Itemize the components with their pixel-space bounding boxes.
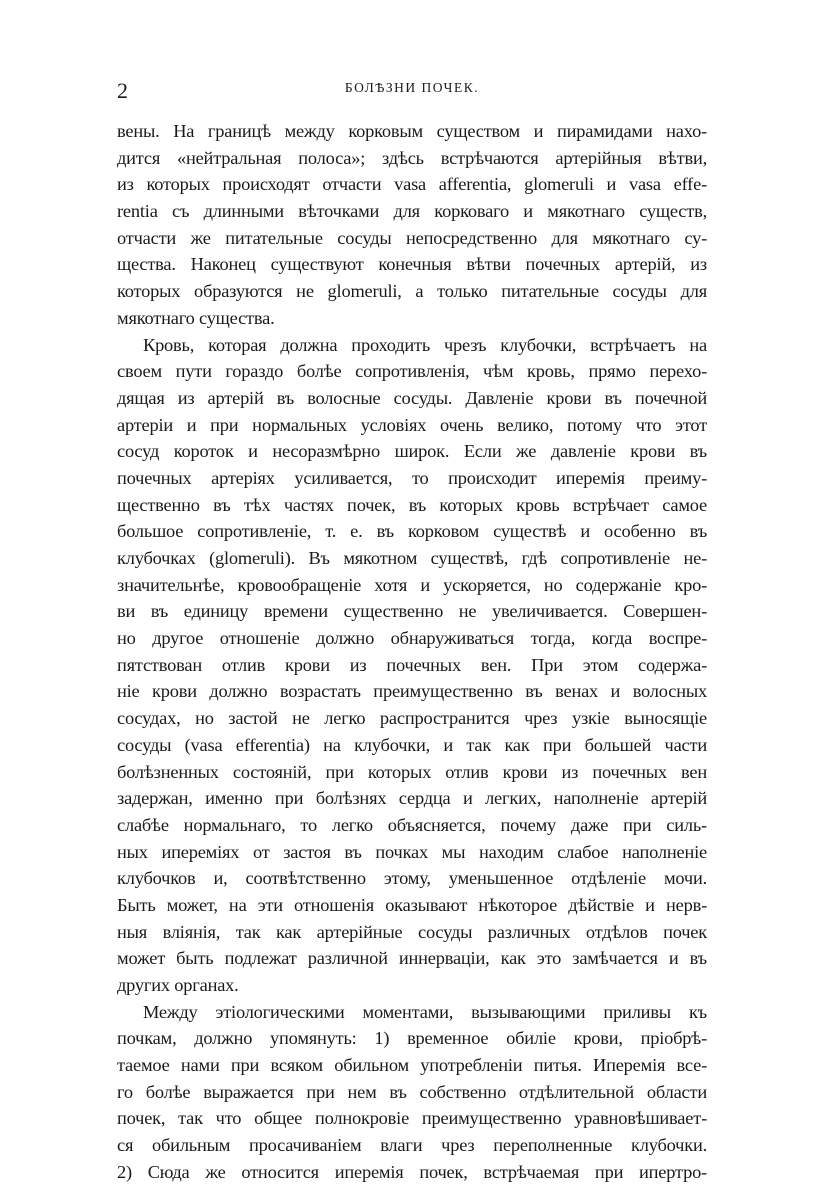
text-line: своем пути гораздо болѣе сопротивленія, чѣм кровь, прямо перехо- [117,361,707,382]
text-line: дящая из артерій въ волосные сосуды. Давленіе крови въ почечной [117,387,707,408]
body-text [117,118,707,1186]
page-number: 2 [117,78,128,103]
text-line: ви въ единицу времени существенно не увеличивается. Совершен- [117,601,707,622]
text-line: почкам, должно упомянуть: 1) временное обиліе крови, пріобрѣ- [117,1028,707,1049]
text-line: других органах. [117,975,239,995]
text-line: которых образуются не glomeruli, а только питательные сосуды для [117,281,707,302]
text-line: может быть подлежат различной иннерваціи, как это замѣчается и въ [117,948,707,969]
text-line: ся обильным просачиваніем влаги чрез переполненные клубочки. [117,1135,707,1156]
text-line: мякотнаго существа. [117,307,275,328]
text-line: ніе крови должно возрастать преимущественно въ венах и волосных [117,681,707,702]
running-title: БОЛѢЗНИ ПОЧЕК. [344,80,480,95]
text-line: сосуды (vasa efferentia) на клубочки, и так как при большей части [117,734,707,755]
text-line: Быть может, на эти отношенія оказывают нѣкоторое дѣйствіе и нерв- [117,894,707,915]
text-line: сосудах, но застой не легко распространится чрез узкіе выносящіе [117,708,707,729]
text-line: таемое нами при всяком обильном употребленіи питья. Иперемія все- [117,1055,707,1076]
text-line: ныя вліянія, так как артерійные сосуды различных отдѣлов почек [117,921,707,942]
text-line: отчасти же питательные сосуды непосредственно для мякотнаго су- [117,227,707,248]
text-line: из которых происходят отчасти vasa afferentia, glomeruli и vasa effe- [117,174,707,195]
text-line: задержан, именно при болѣзнях сердца и легких, наполненіе артерій [117,788,707,809]
text-line: вены. На границѣ между корковым существом и пирамидами нахо- [117,121,707,141]
text-line: ных ипереміях от застоя въ почках мы находим слабое наполненіе [117,841,707,862]
text-line: но другое отношеніе должно обнаруживаться тогда, когда воспре- [117,628,707,649]
text-line: большое сопротивленіе, т. е. въ корковом существѣ и особенно въ [117,521,707,542]
text-line: клубочках (glomeruli). Въ мякотном существѣ, гдѣ сопротивленіе не- [117,548,707,568]
text-line: rentia съ длинными вѣточками для корковаго и мякотнаго существ, [117,201,707,222]
text-line: сосуд короток и несоразмѣрно широк. Если же давленіе крови въ [117,441,707,462]
text-line: дится «нейтральная полоса»; здѣсь встрѣчаются артерійныя вѣтви, [117,147,707,168]
text-line: почечных артеріях усиливается, то происходит иперемія преиму- [117,467,707,488]
text-line: щества. Наконец существуют конечныя вѣтви почечных артерій, из [117,254,707,275]
page-header [117,76,707,106]
text-line: 2) Сюда же относится иперемія почек, встрѣчаемая при ипертро- [117,1161,707,1182]
text-line: пятствован отлив крови из почечных вен. При этом содержа- [117,654,707,675]
text-line: Между этіологическими моментами, вызывающими приливы къ [143,1001,707,1022]
text-line: щественно въ тѣх частях почек, въ которых кровь встрѣчает самое [117,494,707,515]
text-line: слабѣе нормальнаго, то легко объясняется, почему даже при силь- [117,814,707,835]
text-line: Кровь, которая должна проходить чрезъ клубочки, встрѣчаетъ на [143,334,707,355]
text-line: почек, так что общее полнокровіе преимущественно уравновѣшивает- [117,1108,707,1129]
text-line: артеріи и при нормальных условіях очень велико, потому что этот [117,414,707,435]
text-line: болѣзненных состояній, при которых отлив крови из почечных вен [117,761,707,782]
text-line: го болѣе выражается при нем въ собственно отдѣлительной области [117,1081,707,1102]
text-line: значительнѣе, кровообращеніе хотя и ускоряется, но содержаніе кро- [117,574,707,595]
text-line: клубочков и, соотвѣтственно этому, уменьшенное отдѣленіе мочи. [117,868,707,889]
